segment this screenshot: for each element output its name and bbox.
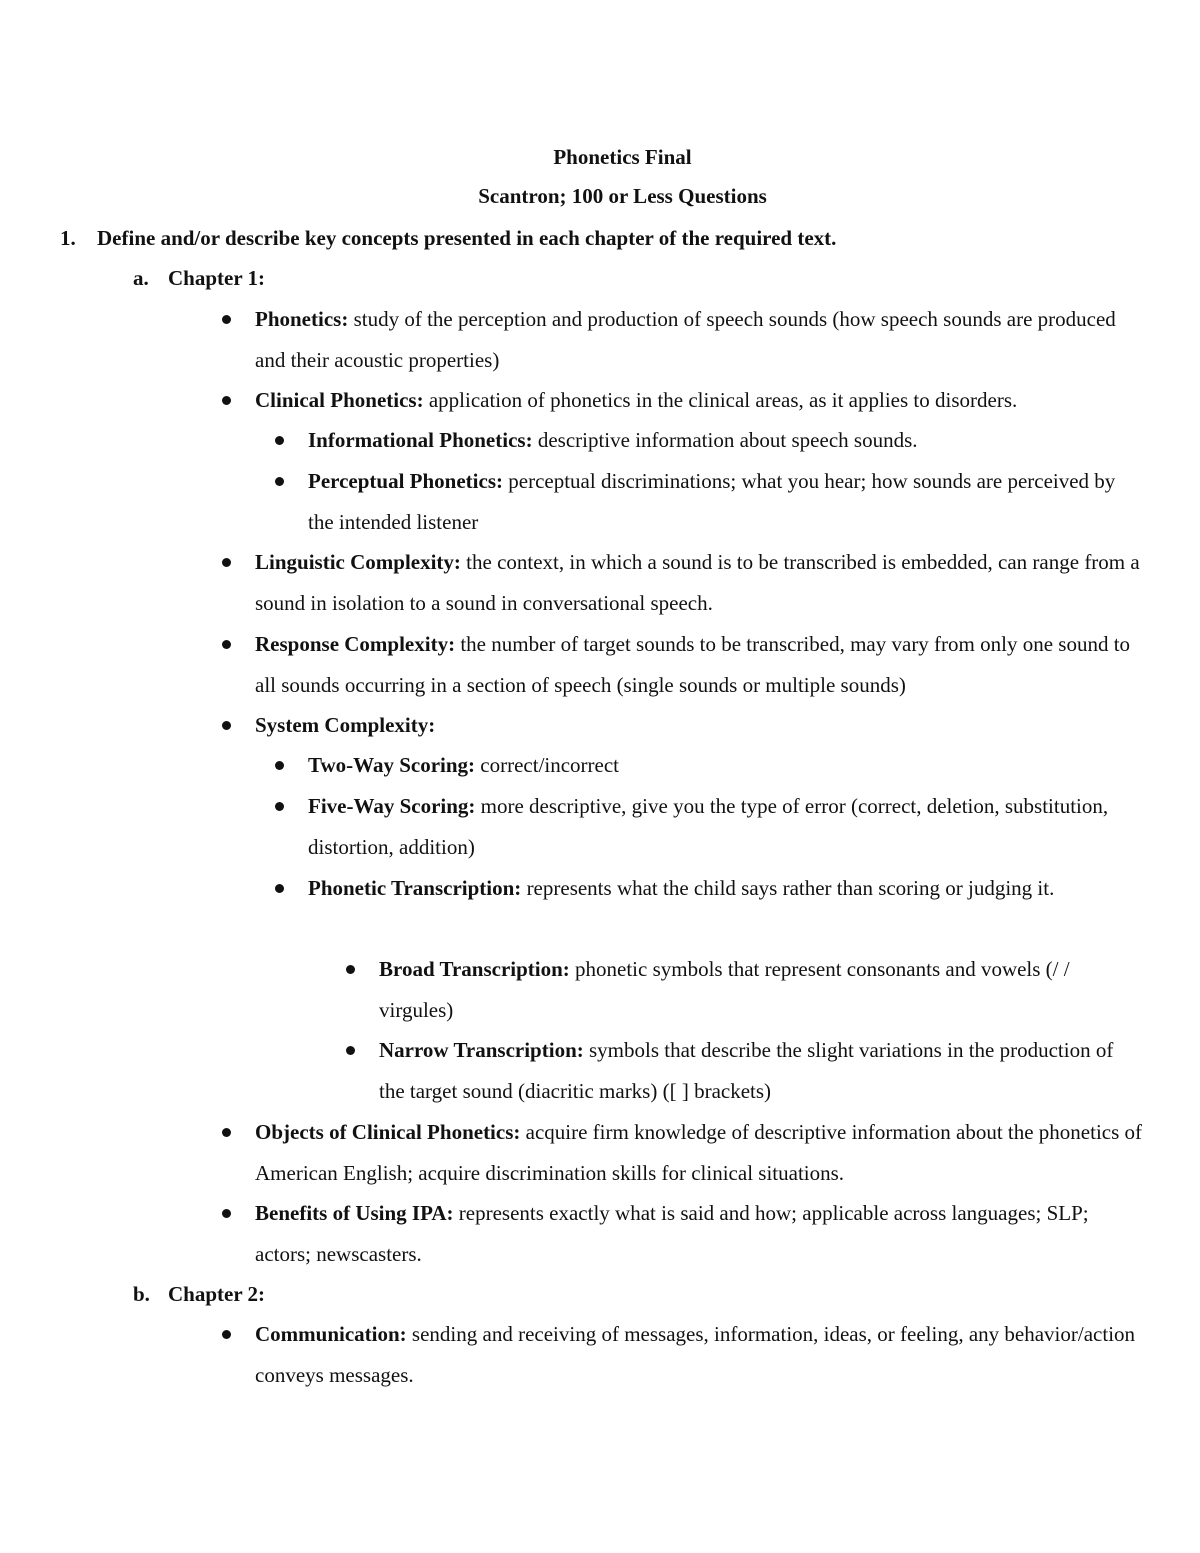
list-item-clinical-phonetics <box>255 380 1145 421</box>
definition: the number of target sounds to be transcribed, may vary from only one sound to all sounds occurring in a section of speech (single sounds or multiple sounds) <box>255 632 1131 697</box>
bullet-icon <box>222 558 231 567</box>
definition: represents what the child says rather than scoring or judging it. <box>521 876 1055 900</box>
list-item-five-way-scoring <box>308 786 1138 867</box>
list-item-communication <box>255 1314 1145 1395</box>
definition: acquire firm knowledge of descriptive information about the phonetics of American English; acquire discrimination skills for clinical situations. <box>255 1120 1143 1185</box>
definition: phonetic symbols that represent consonants and vowels (/ / virgules) <box>379 957 1070 1022</box>
section-heading-text: Define and/or describe key concepts presented in each chapter of the required text. <box>97 226 837 250</box>
chapter-marker: a. <box>133 266 149 290</box>
list-item-informational-phonetics <box>308 420 1138 461</box>
definition: represents exactly what is said and how; applicable across languages; SLP; actors; newscasters. <box>255 1201 1089 1266</box>
definition: correct/incorrect <box>475 753 620 777</box>
bullet-icon <box>346 1046 355 1055</box>
bullet-icon <box>346 965 355 974</box>
document-subtitle: Scantron; 100 or Less Questions <box>478 184 767 208</box>
term: Benefits of Using IPA: <box>255 1201 454 1225</box>
bullet-icon <box>275 802 284 811</box>
term: Objects of Clinical Phonetics: <box>255 1120 521 1144</box>
bullet-icon <box>222 396 231 405</box>
list-item-narrow-transcription <box>379 1030 1134 1111</box>
definition: symbols that describe the slight variations in the production of the target sound (diacritic marks) ([ ] brackets) <box>379 1038 1114 1103</box>
term: Phonetics: <box>255 307 349 331</box>
bullet-icon <box>222 1330 231 1339</box>
chapter-heading-text: Chapter 2: <box>168 1282 266 1306</box>
term: Five-Way Scoring: <box>308 794 476 818</box>
definition: application of phonetics in the clinical areas, as it applies to disorders. <box>423 388 1018 412</box>
term: Clinical Phonetics: <box>255 388 424 412</box>
bullet-icon <box>222 640 231 649</box>
definition: more descriptive, give you the type of error (correct, deletion, substitution, distortion, addition) <box>308 794 1109 859</box>
definition: perceptual discriminations; what you hear; how sounds are perceived by the intended listener <box>308 469 1116 534</box>
list-item-two-way-scoring <box>308 745 1138 786</box>
definition: descriptive information about speech sounds. <box>532 428 918 452</box>
bullet-icon <box>222 1128 231 1137</box>
list-item-response-complexity <box>255 624 1145 705</box>
list-item-linguistic-complexity <box>255 542 1145 623</box>
term: Response Complexity: <box>255 632 456 656</box>
list-item-objects-of-clinical-phonetics <box>255 1112 1145 1193</box>
chapter-heading-text: Chapter 1: <box>168 266 266 290</box>
section-number: 1. <box>60 226 76 250</box>
bullet-icon <box>275 884 284 893</box>
bullet-icon <box>275 761 284 770</box>
term: Informational Phonetics: <box>308 428 533 452</box>
document-title: Phonetics Final <box>553 145 692 169</box>
term: Two-Way Scoring: <box>308 753 476 777</box>
list-item-phonetics <box>255 299 1145 380</box>
term: Phonetic Transcription: <box>308 876 522 900</box>
list-item-benefits-of-ipa <box>255 1193 1145 1274</box>
list-item-broad-transcription <box>379 949 1134 1030</box>
term: Linguistic Complexity: <box>255 550 461 574</box>
chapter-marker: b. <box>133 1282 150 1306</box>
list-item-phonetic-transcription <box>308 868 1138 909</box>
term: Perceptual Phonetics: <box>308 469 503 493</box>
term: Communication: <box>255 1322 407 1346</box>
term: Broad Transcription: <box>379 957 570 981</box>
definition: study of the perception and production of speech sounds (how speech sounds are produced and their acoustic properties) <box>255 307 1116 372</box>
bullet-icon <box>275 436 284 445</box>
list-item-perceptual-phonetics <box>308 461 1138 542</box>
bullet-icon <box>222 721 231 730</box>
bullet-icon <box>222 315 231 324</box>
definition: sending and receiving of messages, information, ideas, or feeling, any behavior/action conveys messages. <box>255 1322 1136 1387</box>
bullet-icon <box>222 1209 231 1218</box>
definition: the context, in which a sound is to be transcribed is embedded, can range from a sound in isolation to a sound in conversational speech. <box>255 550 1140 615</box>
list-item-system-complexity <box>255 705 1145 746</box>
bullet-icon <box>275 477 284 486</box>
term: System Complexity: <box>255 713 436 737</box>
term: Narrow Transcription: <box>379 1038 584 1062</box>
